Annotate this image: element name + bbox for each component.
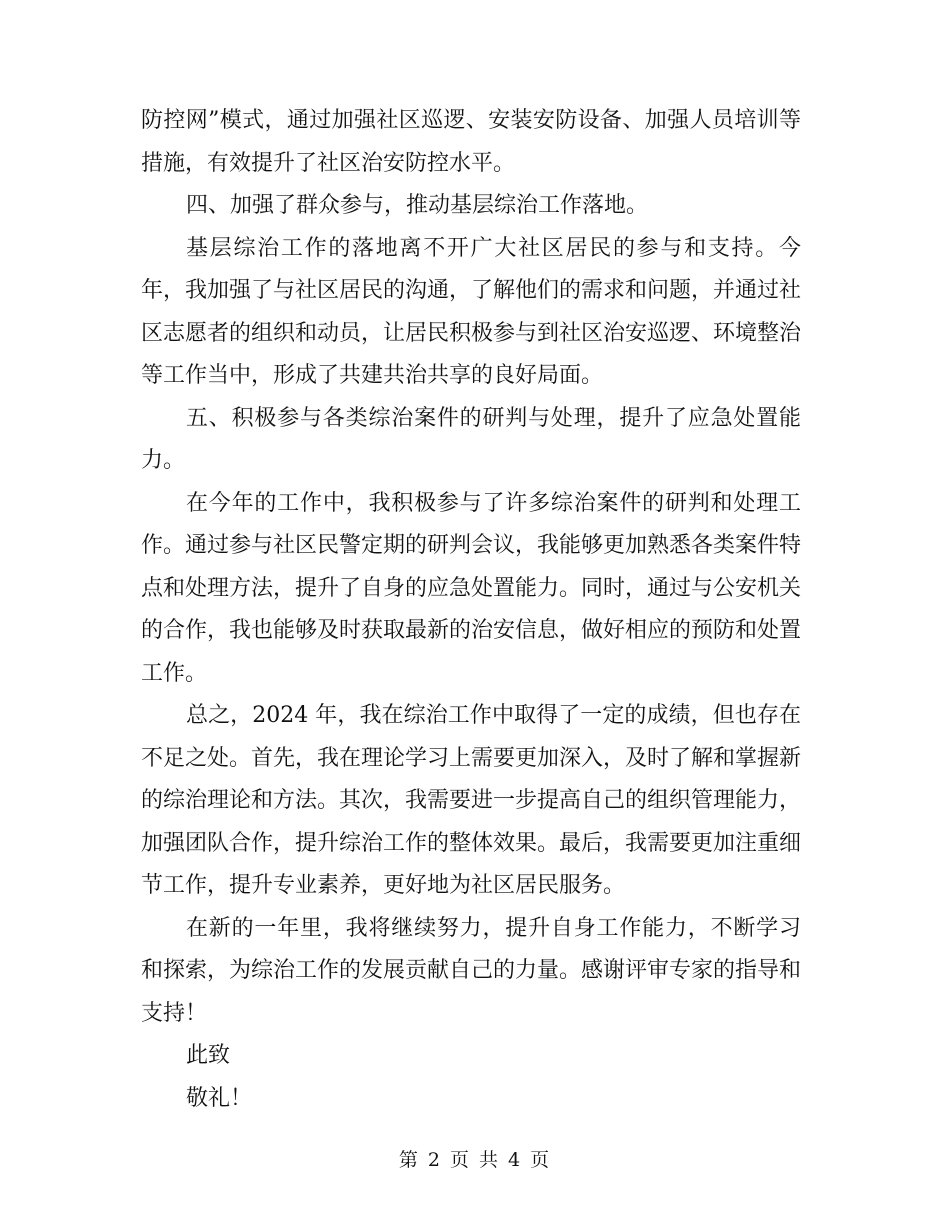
paragraph-outlook: 在新的一年里，我将继续努力，提升自身工作能力，不断学习和探索，为综治工作的发展贡献自己的力量。感谢评审专家的指导和支持！ bbox=[141, 915, 802, 1026]
page-number-footer: 第 2 页 共 4 页 bbox=[398, 1149, 552, 1171]
paragraph-case-handling: 在今年的工作中，我积极参与了许多综治案件的研判和处理工作。通过参与社区民警定期的研判会议，我能够更加熟悉各类案件特点和处理方法，提升了自身的应急处置能力。同时，通过与公安机关的合作，我也能够及时获取最新的治安信息，做好相应的预防和处置工作。 bbox=[141, 490, 802, 686]
section-heading-5: 五、积极参与各类综治案件的研判与处理，提升了应急处置能力。 bbox=[141, 405, 801, 473]
section-heading-4: 四、加强了群众参与，推动基层综治工作落地。 bbox=[186, 193, 649, 218]
closing-regards: 敬礼！ bbox=[186, 1085, 253, 1111]
paragraph-community-participation: 基层综治工作的落地离不开广大社区居民的参与和支持。今年，我加强了与社区居民的沟通，了解他们的需求和问题，并通过社区志愿者的组织和动员，让居民积极参与到社区治安巡逻、环境整治等工作当中，形成了共建共治共享的良好局面。 bbox=[141, 235, 802, 388]
document-body bbox=[141, 100, 801, 1120]
closing-salutation: 此致 bbox=[186, 1043, 231, 1068]
paragraph-continuation: 防控网”模式，通过加强社区巡逻、安装安防设备、加强人员培训等措施，有效提升了社区治安防控水平。 bbox=[141, 108, 801, 176]
paragraph-summary: 总之，2024 年，我在综治工作中取得了一定的成绩，但也存在不足之处。首先，我在理论学习上需要更加深入，及时了解和掌握新的综治理论和方法。其次，我需要进一步提高自己的组织管理能力，加强团队合作，提升综治工作的整体效果。最后，我需要更加注重细节工作，提升专业素养，更好地为社区居民服务。 bbox=[141, 703, 802, 898]
